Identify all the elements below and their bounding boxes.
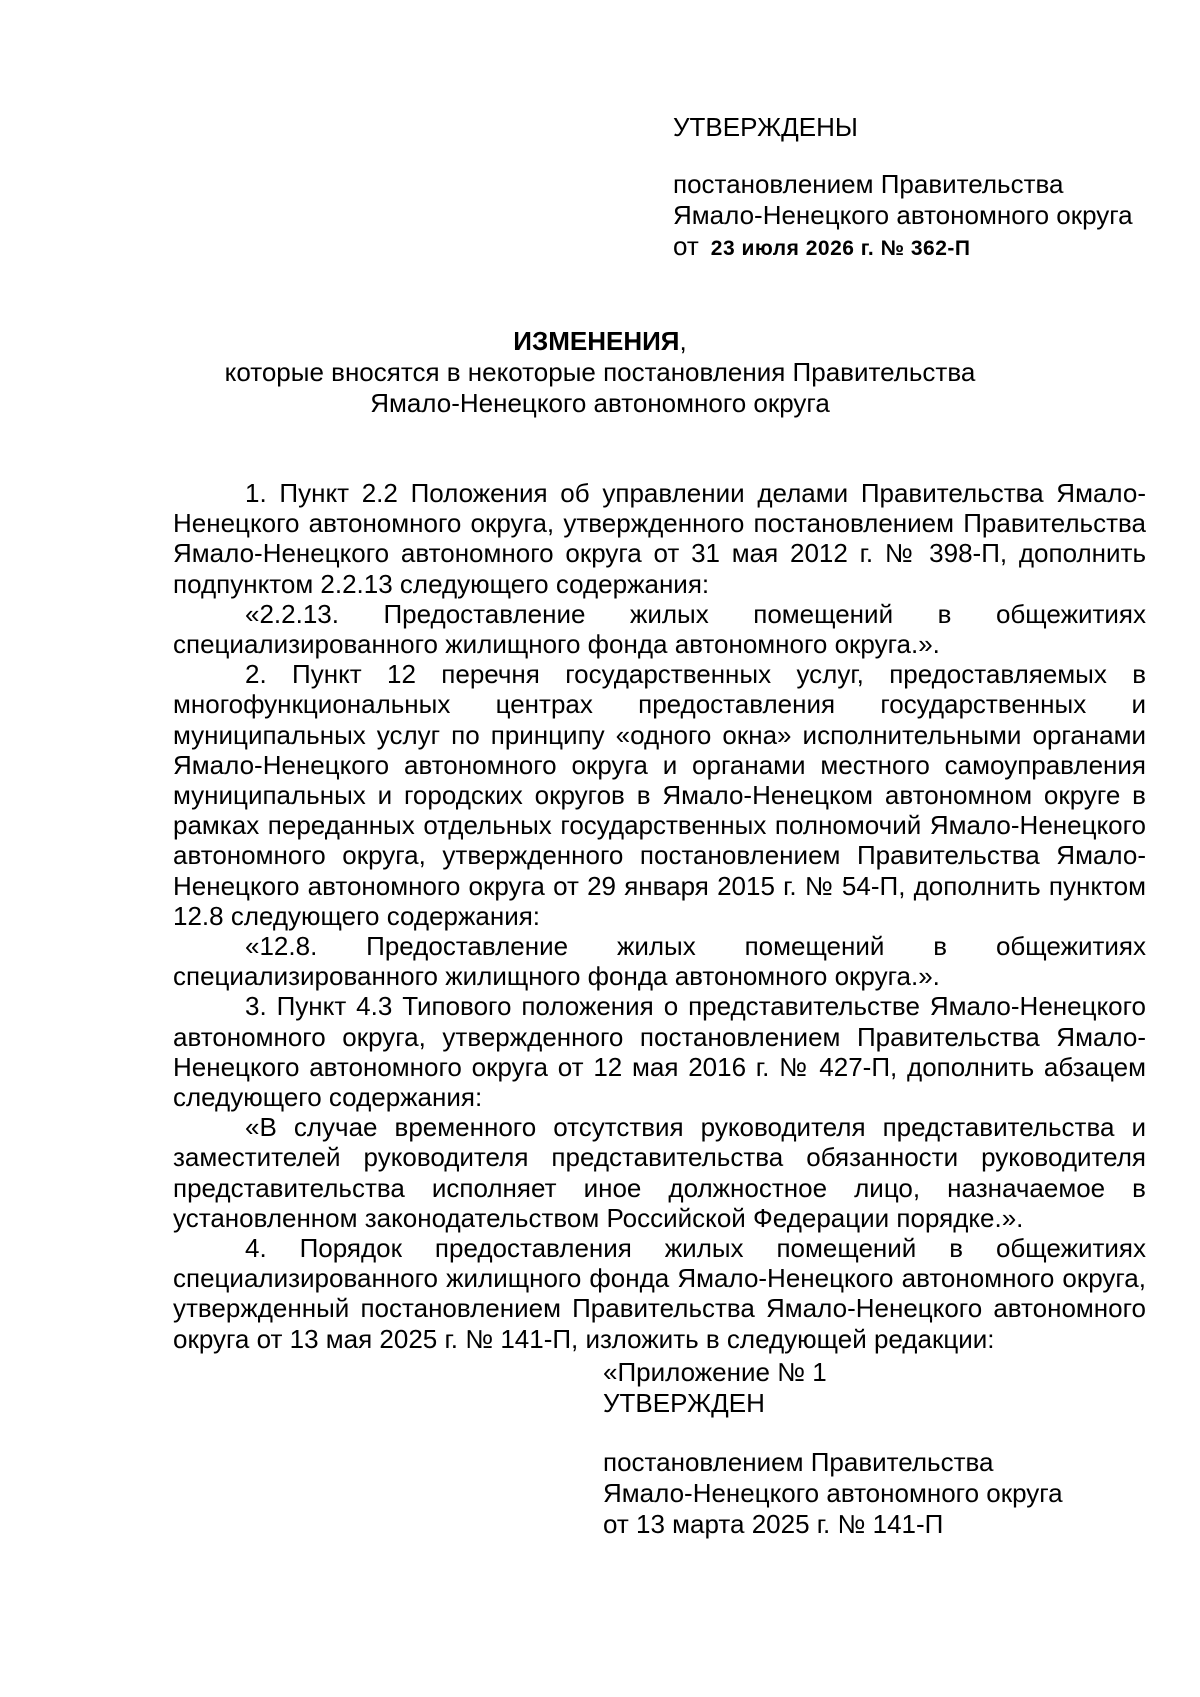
approval-date-line xyxy=(673,231,1133,264)
paragraph-1: 1. Пункт 2.2 Положения об управлении делами Правительства Ямало-Ненецкого автономного округа, утвержденного постановлением Правительства Ямало-Ненецкого автономного округа от 31 мая 2012 г. № 398-П, дополнить подпунктом 2.2.13 следующего содержания: xyxy=(173,478,1146,599)
paragraph-2-quote: «12.8. Предоставление жилых помещений в общежитиях специализированного жилищного фонда автономного округа.». xyxy=(173,931,1146,992)
approval-date-prefix: от xyxy=(673,231,699,261)
document-heading xyxy=(0,326,1200,419)
heading-subtitle-2: Ямало-Ненецкого автономного округа xyxy=(370,388,830,418)
heading-subtitle-1: которые вносятся в некоторые постановления Правительства xyxy=(224,357,976,387)
appendix-line-1: постановлением Правительства xyxy=(603,1447,994,1477)
appendix-line-3: от 13 марта 2025 г. № 141-П xyxy=(603,1509,944,1539)
document-body xyxy=(173,478,1146,1354)
approval-line-1: постановлением Правительства xyxy=(673,169,1064,199)
approval-block xyxy=(673,112,1133,264)
paragraph-1-quote: «2.2.13. Предоставление жилых помещений в общежитиях специализированного жилищного фонда автономного округа.». xyxy=(173,598,1146,660)
appendix-label: «Приложение № 1 xyxy=(603,1357,827,1387)
appendix-stamp: УТВЕРЖДЕН xyxy=(603,1388,765,1418)
appendix-line-2: Ямало-Ненецкого автономного округа xyxy=(603,1478,1063,1508)
paragraph-4: 4. Порядок предоставления жилых помещений в общежитиях специализированного жилищного фонда Ямало-Ненецкого автономного округа, утвержденный постановлением Правительства Ямало-Ненецкого автономного округа от 13 мая 2025 г. № 141-П, изложить в следующей редакции: xyxy=(173,1233,1146,1354)
approval-stamp: УТВЕРЖДЕНЫ xyxy=(673,112,858,142)
approval-date-value: 23 июля 2026 г. № 362-П xyxy=(710,237,971,260)
paragraph-3-quote: «В случае временного отсутствия руководителя представительства и заместителей руководителя представительства обязанности руководителя представительства исполняет иное должностное лицо, назначаемое в установленном законодательством Российской Федерации порядке.». xyxy=(173,1112,1146,1233)
paragraph-3: 3. Пункт 4.3 Типового положения о представительстве Ямало-Ненецкого автономного округа, утвержденного постановлением Правительства Ямало-Ненецкого автономного округа от 12 мая 2016 г. № 427-П, дополнить абзацем следующего содержания: xyxy=(173,991,1146,1113)
heading-title: ИЗМЕНЕНИЯ xyxy=(513,326,680,356)
appendix-block xyxy=(603,1357,1063,1540)
paragraph-2: 2. Пункт 12 перечня государственных услуг, предоставляемых в многофункциональных центрах предоставления государственных и муниципальных услуг по принципу «одного окна» исполнительными органами Ямало-Ненецкого автономного округа и органами местного самоуправления муниципальных и городских округов в Ямало-Ненецком автономном округе в рамках переданных отдельных государственных полномочий Ямало-Ненецкого автономного округа, утвержденного постановлением Правительства Ямало-Ненецкого автономного округа от 29 января 2015 г. № 54-П, дополнить пунктом 12.8 следующего содержания: xyxy=(173,659,1146,931)
approval-line-2: Ямало-Ненецкого автономного округа xyxy=(673,200,1133,230)
heading-title-suffix: , xyxy=(679,326,687,356)
